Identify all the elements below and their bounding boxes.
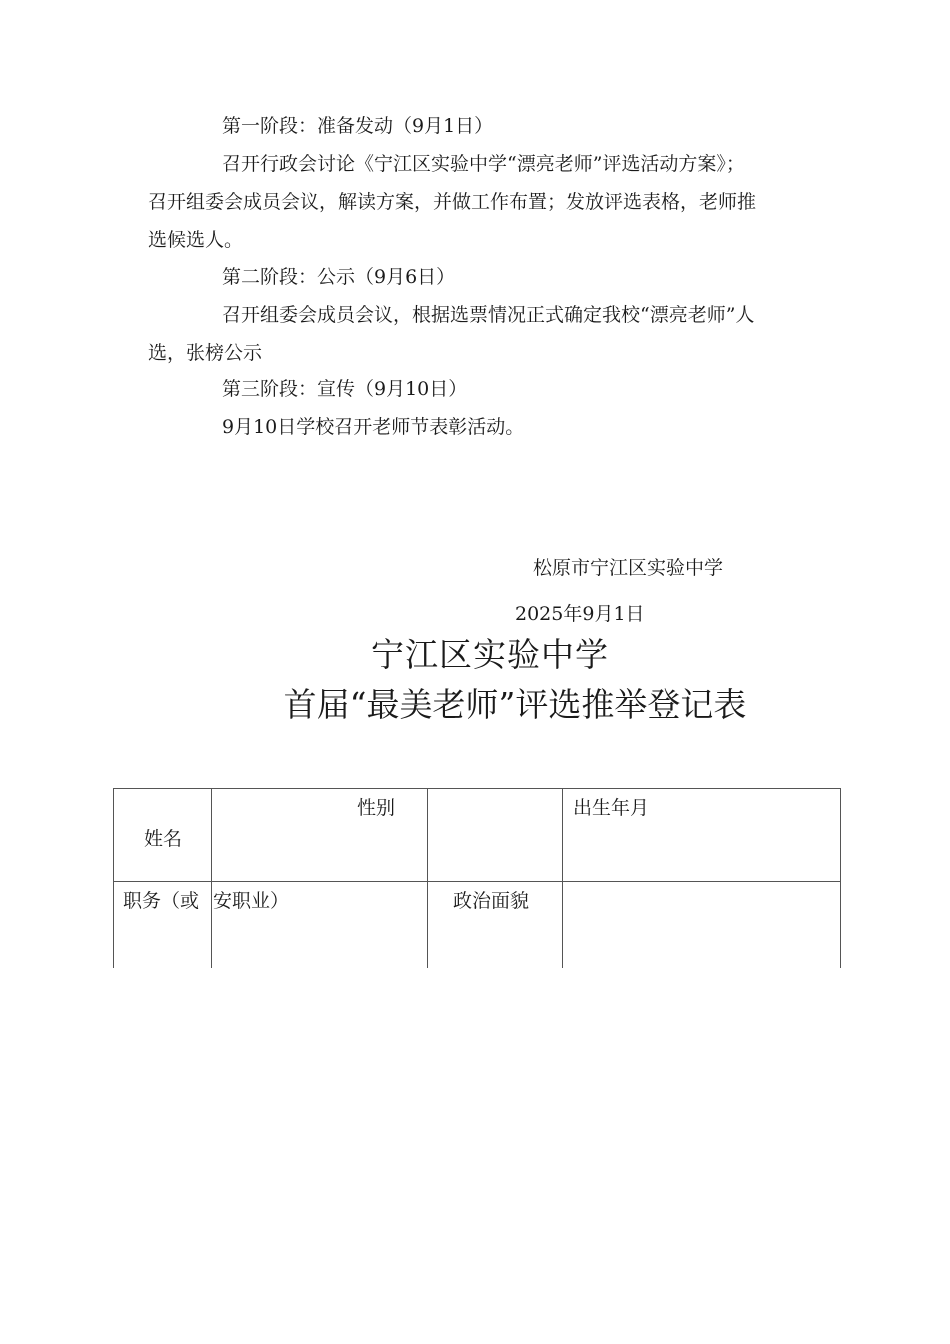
birth-label: 出生年月 [573, 797, 650, 819]
political-label: 政治面貌 [453, 890, 530, 912]
stage2-description [148, 296, 848, 372]
name-label-cell [114, 789, 212, 882]
stage1-title: 第一阶段：准备发动（9月1日） [222, 115, 494, 137]
position-value-cell[interactable] [212, 882, 428, 968]
stage3-line1: 9月10日学校召开老师节表彰活动。 [222, 416, 525, 438]
gender-label: 性别 [357, 797, 396, 819]
stage2-line1: 召开组委会成员会议，根据选票情况正式确定我校“漂亮老师”人 [222, 304, 755, 326]
stage1-line3: 选候选人。 [148, 229, 244, 251]
gender-value-cell[interactable] [428, 789, 563, 882]
signature-school: 松原市宁江区实验中学 [533, 557, 724, 579]
stage1-line2: 召开组委会成员会议，解读方案，并做工作布置；发放评选表格，老师推 [148, 191, 757, 213]
birth-cell[interactable] [563, 789, 841, 882]
stage2-line2: 选，张榜公示 [148, 342, 263, 364]
form-title-line2: 首届“最美老师”评选推举登记表 [283, 685, 747, 724]
political-label-cell [428, 882, 563, 968]
stage2-title: 第二阶段：公示（9月6日） [222, 266, 456, 288]
name-label: 姓名 [144, 828, 183, 850]
stage1-line1: 召开行政会讨论《宁江区实验中学“漂亮老师”评选活动方案》； [222, 153, 745, 175]
position-label-cell [114, 882, 212, 968]
registration-table [113, 788, 841, 968]
signature-date: 2025年9月1日 [515, 603, 645, 625]
stage3-title: 第三阶段：宣传（9月10日） [222, 378, 468, 400]
name-value-cell[interactable] [212, 789, 428, 882]
form-title-line1: 宁江区实验中学 [371, 635, 609, 674]
position-label-b: 安职业） [213, 890, 290, 912]
political-value-cell[interactable] [563, 882, 841, 968]
stage1-description [148, 145, 848, 259]
position-label-a: 职务（或 [123, 890, 200, 912]
